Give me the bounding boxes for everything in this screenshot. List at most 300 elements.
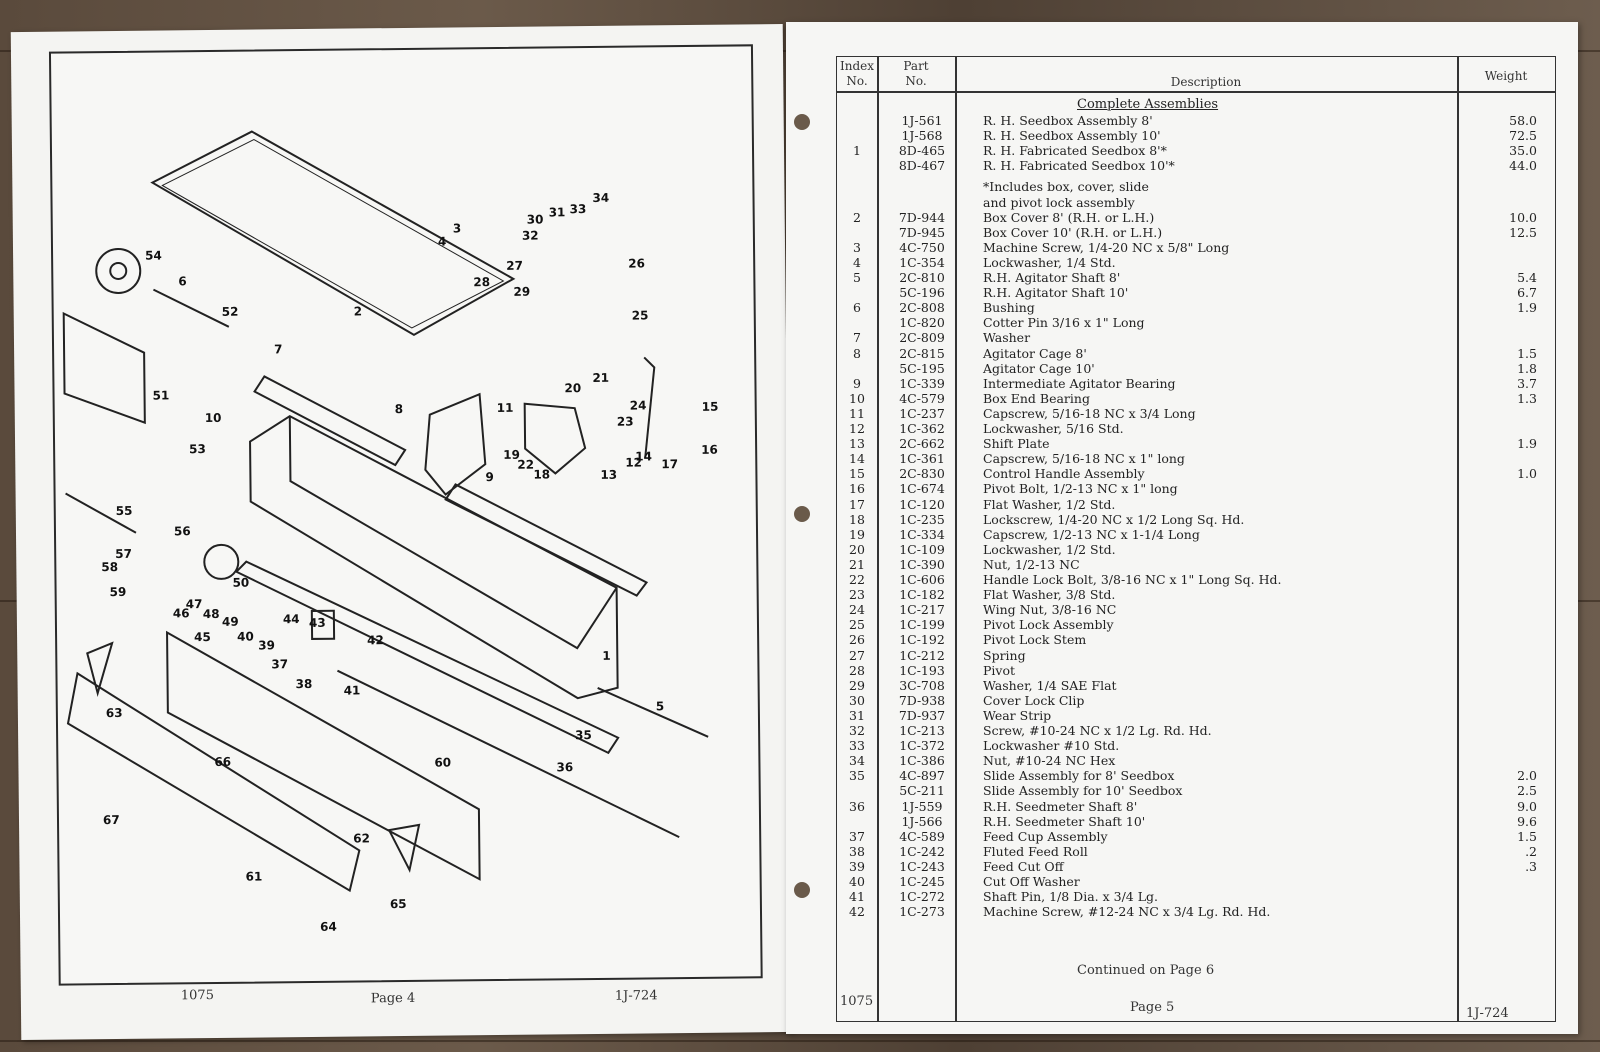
part-no-cell: 1C-273	[899, 904, 945, 920]
callout-number: 22	[517, 457, 535, 472]
right-footer-partno: 1J-724	[1466, 1006, 1509, 1021]
weight-cell: 44.0	[1509, 158, 1537, 174]
part-no-cell: 1C-354	[899, 254, 945, 270]
description-cell: Screw, #10-24 NC x 1/2 Lg. Rd. Hd.	[983, 723, 1212, 738]
table-row	[837, 512, 1555, 527]
weight-cell: 9.0	[1517, 798, 1537, 814]
callout-number: 62	[353, 831, 370, 846]
table-row	[837, 143, 1555, 158]
table-row	[837, 255, 1555, 270]
index-cell: 35	[849, 768, 865, 784]
left-page	[11, 24, 794, 1040]
description-cell: Lockscrew, 1/4-20 NC x 1/2 Long Sq. Hd.	[983, 511, 1245, 527]
callout-number: 38	[295, 676, 313, 692]
description-cell: Feed Cup Assembly	[983, 828, 1108, 844]
table-row	[837, 874, 1555, 889]
description-cell: Wear Strip	[983, 707, 1052, 723]
index-cell: 33	[849, 738, 865, 754]
callout-number: 49	[221, 614, 239, 629]
part-no-cell: 1C-674	[899, 481, 945, 497]
part-no-cell: 2C-809	[899, 330, 945, 346]
front-panel	[67, 670, 359, 893]
description-cell: Feed Cut Off	[983, 858, 1064, 874]
index-cell: 13	[849, 436, 865, 452]
description-cell: Flat Washer, 1/2 Std.	[983, 496, 1116, 512]
callout-number: 5	[655, 699, 665, 714]
right-page	[786, 22, 1578, 1034]
description-cell: Slide Assembly for 8' Seedbox	[983, 768, 1175, 784]
callout-number: 40	[237, 629, 254, 644]
callout-number: 8	[394, 401, 404, 417]
callout-number: 4	[437, 234, 447, 249]
table-row	[837, 466, 1555, 481]
table-row	[837, 451, 1555, 466]
weight-cell: 6.7	[1517, 285, 1537, 301]
weight-cell: 5.4	[1517, 270, 1537, 285]
index-cell: 19	[849, 526, 865, 542]
left-footer-page: Page 4	[370, 990, 416, 1007]
callout-number: 60	[434, 755, 452, 770]
part-no-cell: 7D-938	[898, 692, 946, 708]
table-row	[837, 632, 1555, 647]
table-row	[837, 663, 1555, 678]
callout-number: 45	[194, 630, 211, 645]
header-weight: Weight	[1484, 69, 1528, 83]
part-no-cell: 1C-237	[899, 405, 945, 421]
index-cell: 6	[853, 300, 861, 316]
index-cell: 14	[849, 451, 865, 467]
table-row	[837, 391, 1555, 406]
description-cell: Cover Lock Clip	[983, 692, 1085, 708]
table-row	[837, 783, 1555, 798]
callout-number: 16	[701, 442, 718, 457]
table-row	[837, 361, 1555, 376]
callout-number: 66	[214, 754, 232, 769]
description-cell: R. H. Seedbox Assembly 8'	[983, 113, 1153, 128]
description-cell: Fluted Feed Roll	[983, 843, 1088, 859]
callout-number: 53	[189, 442, 206, 457]
description-cell: R.H. Seedmeter Shaft 10'	[983, 813, 1146, 829]
description-cell: Lockwasher, 5/16 Std.	[983, 421, 1124, 436]
callout-labels	[96, 190, 723, 936]
callout-number: 1	[602, 648, 611, 663]
table-row	[837, 113, 1555, 128]
index-cell: 38	[849, 843, 865, 859]
description-cell: Cotter Pin 3/16 x 1" Long	[983, 315, 1145, 331]
index-cell: 30	[849, 692, 865, 708]
binder-hole	[794, 882, 810, 898]
callout-number: 27	[506, 258, 523, 273]
description-cell: Pivot Lock Assembly	[983, 617, 1114, 633]
callout-number: 52	[221, 304, 239, 319]
header-part-no: Part No.	[903, 59, 929, 88]
weight-cell: 1.9	[1517, 300, 1537, 316]
part-no-cell: 2C-662	[899, 436, 945, 452]
index-cell: 31	[849, 707, 865, 723]
description-cell: Nut, 1/2-13 NC	[983, 556, 1080, 572]
callout-number: 7	[274, 342, 283, 357]
weight-cell: 72.5	[1509, 128, 1537, 144]
index-cell: 27	[849, 647, 865, 663]
part-no-cell: 1C-109	[899, 541, 945, 557]
callout-number: 13	[600, 467, 618, 482]
part-no-cell: 1C-193	[899, 662, 945, 678]
description-cell: Nut, #10-24 NC Hex	[983, 753, 1116, 769]
part-no-cell: 2C-830	[899, 466, 945, 482]
index-cell: 20	[849, 541, 865, 557]
part-no-cell: 1C-243	[899, 858, 945, 874]
callout-number: 10	[204, 410, 222, 426]
part-no-cell: 1C-182	[899, 587, 945, 603]
table-row	[837, 844, 1555, 859]
index-cell: 11	[849, 405, 865, 421]
description-cell: R.H. Agitator Shaft 10'	[983, 285, 1129, 301]
callout-number: 35	[575, 728, 592, 743]
section-title: Complete Assemblies	[1077, 97, 1219, 112]
description-cell: Shift Plate	[983, 436, 1050, 452]
table-row	[837, 436, 1555, 451]
callout-number: 32	[521, 228, 539, 243]
part-no-cell: 7D-937	[898, 707, 946, 723]
header-description: Description	[1170, 75, 1242, 89]
callout-number: 47	[185, 597, 203, 612]
description-cell: Machine Screw, #12-24 NC x 3/4 Lg. Rd. Hd.	[983, 904, 1271, 920]
weight-cell: 2.0	[1517, 768, 1537, 784]
weight-cell: 1.0	[1517, 466, 1537, 482]
index-cell: 37	[849, 828, 865, 844]
table-row	[837, 587, 1555, 602]
right-footer-page: Page 5	[1130, 1000, 1175, 1015]
seedbox-body	[250, 413, 618, 702]
callout-number: 56	[173, 524, 191, 539]
weight-cell: 10.0	[1509, 209, 1537, 225]
callout-number: 12	[625, 455, 643, 470]
index-cell: 5	[853, 270, 861, 285]
part-no-cell: 1C-361	[899, 451, 945, 467]
part-no-cell: 3C-708	[899, 677, 945, 693]
part-no-cell: 1C-372	[899, 738, 945, 754]
description-cell: Box Cover 10' (R.H. or L.H.)	[983, 224, 1163, 240]
description-cell: Spring	[983, 647, 1026, 663]
callout-number: 63	[105, 705, 123, 721]
exploded-parts-diagram	[49, 44, 763, 985]
description-cell: R. H. Fabricated Seedbox 8'*	[983, 143, 1167, 159]
table-row	[837, 497, 1555, 512]
callout-number: 61	[245, 869, 263, 884]
left-footer-partno: 1J-724	[614, 988, 658, 1004]
callout-number: 11	[496, 400, 514, 416]
description-cell: Lockwasher #10 Std.	[983, 738, 1120, 754]
table-row	[837, 648, 1555, 663]
weight-cell: 3.7	[1517, 375, 1537, 391]
description-cell: Box Cover 8' (R.H. or L.H.)	[983, 209, 1155, 225]
part-no-cell: 1J-559	[901, 798, 943, 814]
table-row	[837, 270, 1555, 285]
continued-note: Continued on Page 6	[1077, 963, 1215, 978]
table-row	[837, 617, 1555, 632]
callout-number: 67	[102, 812, 120, 828]
part-no-cell: 8D-465	[898, 143, 946, 159]
table-row	[837, 406, 1555, 421]
table-row	[837, 768, 1555, 783]
callout-number: 59	[109, 584, 127, 600]
table-row	[837, 315, 1555, 330]
callout-number: 26	[628, 256, 645, 271]
index-cell: 28	[849, 662, 865, 678]
part-no-cell: 2C-815	[899, 345, 945, 361]
callout-number: 46	[172, 606, 190, 621]
index-cell: 41	[849, 889, 865, 905]
table-row	[837, 376, 1555, 391]
part-no-cell: 1C-120	[899, 496, 945, 512]
table-row	[837, 723, 1555, 738]
index-cell: 22	[849, 572, 865, 587]
part-no-cell: 1C-199	[899, 617, 945, 633]
table-row	[837, 210, 1555, 225]
index-cell: 9	[853, 375, 861, 391]
description-cell: Capscrew, 5/16-18 NC x 3/4 Long	[983, 405, 1196, 421]
index-cell: 21	[849, 556, 865, 572]
description-cell: Machine Screw, 1/4-20 NC x 5/8" Long	[983, 239, 1230, 255]
parts-table	[836, 56, 1556, 1022]
callout-number: 31	[548, 205, 566, 220]
description-cell: Bushing	[983, 300, 1035, 316]
part-no-cell: 7D-945	[898, 224, 946, 240]
index-cell: 8	[853, 345, 861, 361]
part-no-cell: 1C-362	[899, 421, 945, 436]
agitator-cage-lower	[446, 482, 647, 597]
part-no-cell: 1C-606	[899, 572, 945, 587]
weight-cell: 1.9	[1517, 436, 1537, 452]
description-cell: R. H. Seedbox Assembly 10'	[983, 128, 1161, 144]
weight-cell: 1.3	[1517, 390, 1537, 406]
part-no-cell: 8D-467	[898, 158, 946, 174]
table-row	[837, 195, 1555, 210]
description-cell: Intermediate Agitator Bearing	[983, 375, 1176, 391]
description-cell: Agitator Cage 8'	[983, 345, 1087, 361]
weight-cell: 1.8	[1517, 360, 1537, 376]
description-cell: Slide Assembly for 10' Seedbox	[983, 783, 1183, 799]
table-row	[837, 799, 1555, 814]
table-row	[837, 300, 1555, 315]
binder-hole	[794, 114, 810, 130]
index-cell: 10	[849, 390, 865, 406]
callout-number: 14	[635, 449, 652, 464]
index-cell: 4	[853, 254, 861, 270]
part-no-cell: 4C-589	[899, 828, 945, 844]
table-row	[837, 421, 1555, 436]
table-row	[837, 481, 1555, 496]
callout-number: 6	[178, 274, 187, 289]
part-no-cell: 1C-212	[899, 647, 945, 663]
callout-number: 28	[473, 275, 491, 290]
description-cell: Capscrew, 1/2-13 NC x 1-1/4 Long	[983, 526, 1200, 542]
callout-number: 25	[631, 308, 649, 323]
weight-cell: 12.5	[1509, 224, 1537, 240]
table-row	[837, 572, 1555, 587]
index-cell: 3	[853, 239, 861, 255]
agitator-cage-upper	[254, 375, 405, 467]
description-cell: Lockwasher, 1/2 Std.	[983, 541, 1116, 557]
callout-number: 21	[592, 370, 610, 385]
index-cell: 23	[849, 587, 865, 603]
callout-number: 34	[592, 190, 610, 205]
table-row	[837, 829, 1555, 844]
callout-number: 39	[258, 638, 275, 653]
right-footer-code: 1075	[840, 994, 874, 1009]
callout-number: 3	[452, 221, 462, 236]
description-cell: Agitator Cage 10'	[983, 360, 1095, 376]
callout-number: 23	[616, 414, 634, 429]
part-no-cell: 5C-196	[899, 285, 945, 301]
weight-cell: 35.0	[1509, 143, 1537, 159]
part-no-cell: 1J-561	[901, 113, 943, 128]
part-no-cell: 1C-339	[899, 375, 945, 391]
callout-number: 50	[232, 575, 250, 590]
callout-number: 42	[367, 633, 384, 648]
table-row	[837, 128, 1555, 143]
binder-hole	[794, 506, 810, 522]
table-row	[837, 179, 1555, 194]
weight-cell: 2.5	[1517, 783, 1537, 799]
callout-number: 37	[271, 657, 289, 672]
table-row	[837, 738, 1555, 753]
description-cell: Washer, 1/4 SAE Flat	[983, 677, 1117, 693]
callout-number: 55	[115, 503, 133, 518]
description-cell: Capscrew, 5/16-18 NC x 1" long	[983, 451, 1185, 467]
sprocket-part	[96, 249, 140, 293]
table-row	[837, 527, 1555, 542]
weight-cell: 9.6	[1517, 813, 1537, 829]
table-row	[837, 904, 1555, 919]
description-cell: R. H. Fabricated Seedbox 10'*	[983, 158, 1175, 174]
table-row	[837, 225, 1555, 240]
left-footer-code: 1075	[180, 987, 215, 1004]
callout-number: 36	[556, 760, 574, 775]
part-no-cell: 7D-944	[898, 209, 946, 225]
part-no-cell: 1J-566	[901, 813, 943, 829]
part-no-cell: 2C-810	[899, 270, 945, 285]
weight-cell: 1.5	[1517, 828, 1537, 844]
index-cell: 34	[849, 753, 865, 769]
weight-cell: 58.0	[1509, 113, 1537, 128]
callout-number: 30	[526, 212, 544, 227]
callout-number: 18	[533, 467, 551, 482]
index-cell: 25	[849, 617, 865, 633]
part-no-cell: 1C-245	[899, 874, 945, 889]
index-cell: 36	[849, 798, 865, 814]
part-no-cell: 1C-242	[899, 843, 945, 859]
index-cell: 32	[849, 723, 865, 738]
callout-number: 44	[282, 612, 300, 627]
description-cell: R.H. Agitator Shaft 8'	[983, 270, 1121, 285]
callout-number: 51	[152, 388, 170, 403]
table-row	[837, 602, 1555, 617]
index-cell: 7	[853, 330, 861, 346]
header-index: Index No.	[839, 59, 875, 88]
index-cell: 29	[849, 677, 865, 693]
part-no-cell: 4C-750	[899, 239, 945, 255]
table-row	[837, 346, 1555, 361]
table-row	[837, 814, 1555, 829]
weight-cell: .3	[1525, 858, 1537, 874]
description-cell: Cut Off Washer	[983, 874, 1080, 889]
part-no-cell: 1C-820	[899, 315, 945, 331]
part-no-cell: 4C-897	[899, 768, 945, 784]
part-no-cell: 1C-235	[899, 511, 945, 527]
description-cell: R.H. Seedmeter Shaft 8'	[983, 798, 1138, 814]
diagram-drawing	[51, 46, 761, 983]
callout-number: 54	[145, 248, 162, 263]
table-row	[837, 859, 1555, 874]
callout-number: 48	[202, 606, 220, 622]
callout-number: 2	[353, 304, 363, 319]
table-row	[837, 753, 1555, 768]
table-row	[837, 240, 1555, 255]
description-cell: Flat Washer, 3/8 Std.	[983, 587, 1116, 603]
index-cell: 1	[853, 143, 861, 159]
index-cell: 2	[853, 209, 861, 225]
part-no-cell: 1C-213	[899, 723, 945, 738]
weight-cell: 1.5	[1517, 345, 1537, 361]
callout-number: 17	[661, 457, 679, 472]
callout-number: 33	[569, 202, 587, 217]
index-cell: 18	[849, 511, 865, 527]
part-no-cell: 1J-568	[901, 128, 943, 144]
index-cell: 24	[849, 602, 865, 618]
description-cell: Wing Nut, 3/8-16 NC	[983, 602, 1117, 618]
table-row	[837, 889, 1555, 904]
description-cell: Pivot	[983, 662, 1016, 678]
description-cell: Control Handle Assembly	[983, 466, 1145, 482]
callout-number: 58	[101, 559, 119, 575]
callout-number: 65	[389, 896, 407, 912]
index-cell: 42	[849, 904, 865, 920]
part-no-cell: 2C-808	[899, 300, 945, 316]
part-no-cell: 4C-579	[899, 390, 945, 406]
table-row	[837, 678, 1555, 693]
index-cell: 26	[849, 632, 865, 648]
table-row	[837, 708, 1555, 723]
callout-number: 64	[320, 919, 337, 934]
index-cell: 17	[849, 496, 865, 512]
part-no-cell: 1C-217	[899, 602, 945, 618]
callout-number: 19	[503, 447, 520, 462]
part-no-cell: 1C-390	[899, 556, 945, 572]
callout-number: 9	[485, 470, 494, 485]
description-cell: Handle Lock Bolt, 3/8-16 NC x 1" Long Sq. Hd.	[983, 572, 1282, 587]
callout-number: 29	[513, 284, 531, 299]
part-no-cell: 1C-272	[899, 889, 945, 905]
callout-number: 57	[115, 546, 132, 562]
description-cell: Lockwasher, 1/4 Std.	[983, 254, 1116, 270]
table-row	[837, 542, 1555, 557]
table-row	[837, 158, 1555, 173]
table-row	[837, 557, 1555, 572]
description-cell: Box End Bearing	[983, 390, 1090, 406]
index-cell: 40	[849, 874, 865, 889]
table-row	[837, 330, 1555, 345]
callout-number: 20	[564, 381, 582, 396]
callout-number: 41	[343, 683, 361, 698]
description-cell: Pivot Bolt, 1/2-13 NC x 1" long	[983, 481, 1178, 497]
description-cell: Shaft Pin, 1/8 Dia. x 3/4 Lg.	[983, 889, 1158, 905]
description-cell: Washer	[983, 330, 1031, 346]
index-cell: 15	[849, 466, 865, 482]
description-cell: *Includes box, cover, slide	[983, 179, 1149, 195]
table-row	[837, 693, 1555, 708]
table-row	[837, 285, 1555, 300]
